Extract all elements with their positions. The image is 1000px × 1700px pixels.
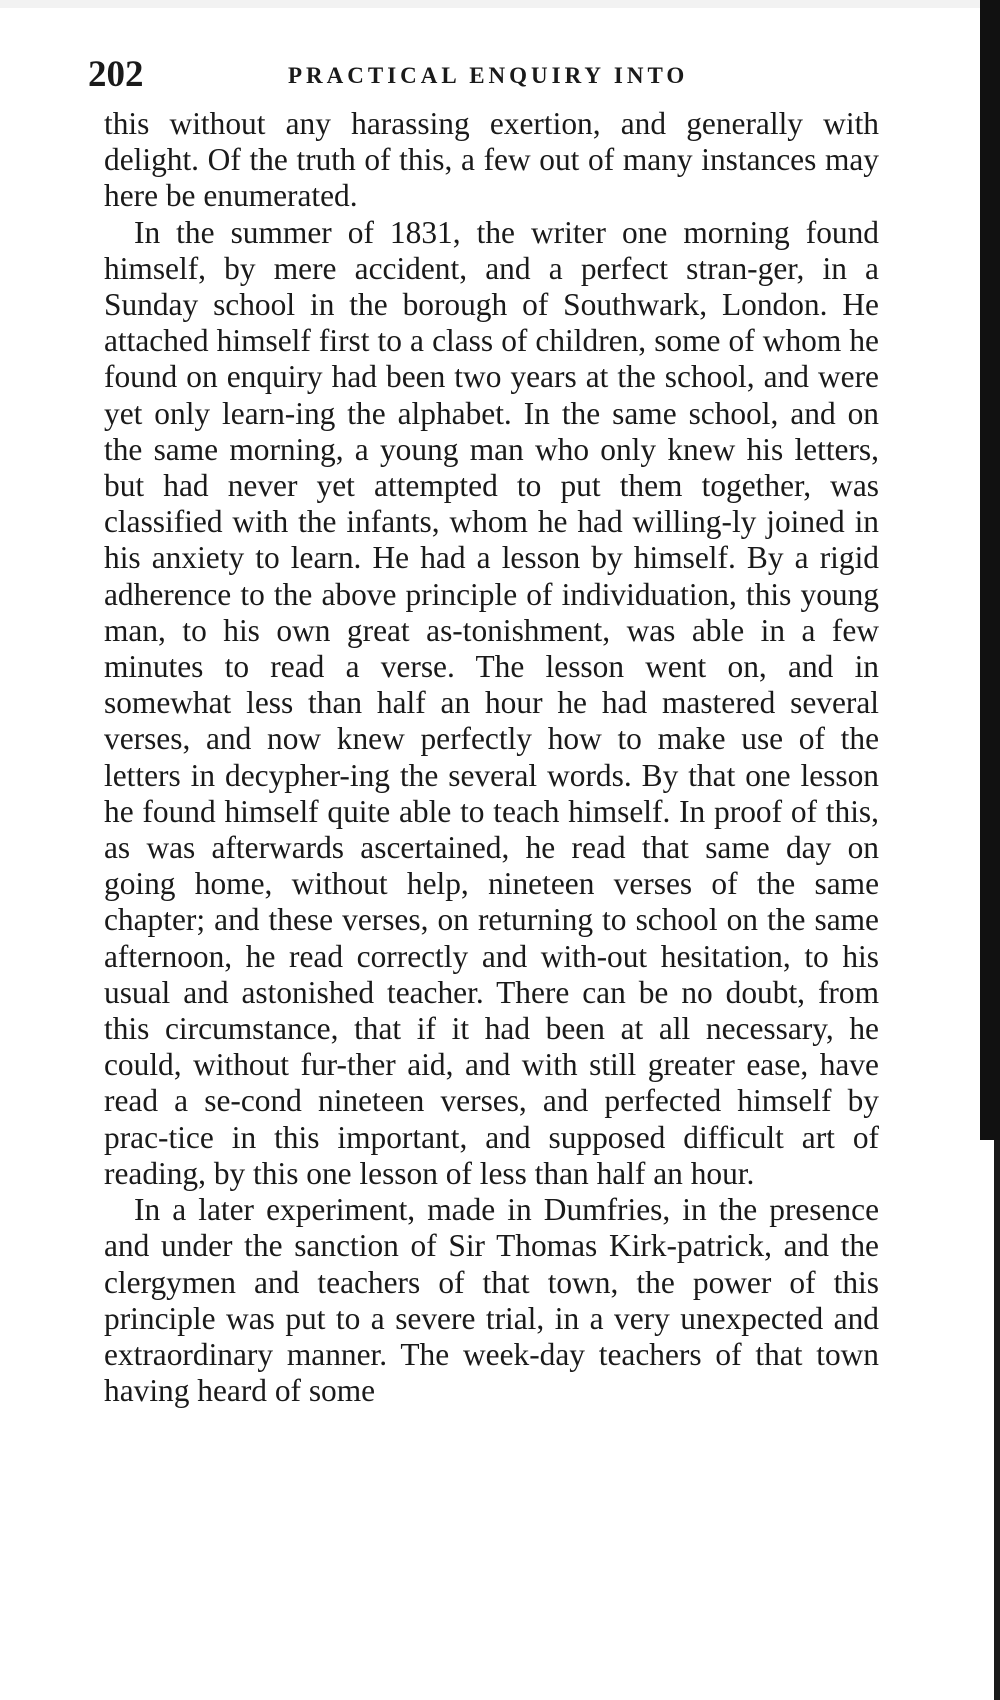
paragraph-southwark-lesson: In the summer of 1831, the writer one morning found himself, by mere accident, and a perfect stran-ger, in a Sunday school in the borough of Southwark, London. He attached himself first to a class of children, some of whom he found on enquiry had been two years at the school, and were yet only learn-ing the alphabet. In the same school, and on the same morning, a young man who only knew his letters, but had never yet attempted to put them together, was classified with the infants, whom he had willing-ly joined in his anxiety to learn. He had a lesson by himself. By a rigid adherence to the above principle of individuation, this young man, to his own great as-tonishment, was able in a few minutes to read a verse. The lesson went on, and in somewhat less than half an hour he had mastered several verses, and now knew perfectly how to make use of the letters in decypher-ing the several words. By that one lesson he found himself quite able to teach himself. In proof of this, as was afterwards ascertained, he read that same day on going home, without help, nineteen verses of the same chapter; and these verses, on returning to school on the same afternoon, he read correctly and with-out hesitation, to his usual and astonished teacher. There can be no doubt, from this circumstance, that if it had been at all necessary, he could, without fur-ther aid, and with still greater ease, have read a se-cond nineteen verses, and perfected himself by prac-tice in this important, and supposed difficult art of reading, by this one lesson of less than half an hour. xyxy=(104,214,879,1191)
page-number: 202 xyxy=(88,54,144,95)
running-head xyxy=(88,52,928,100)
body-text xyxy=(104,106,879,1409)
scan-margin-shadow xyxy=(980,0,1000,1140)
scan-margin-shadow-lower xyxy=(994,1140,1000,1700)
scan-top-edge xyxy=(0,0,990,8)
running-title: PRACTICAL ENQUIRY INTO xyxy=(288,63,689,88)
paragraph-dumfries-experiment: In a later experiment, made in Dumfries, in the presence and under the sanction of Sir Thomas Kirk-patrick, and the clergymen and teachers of that town, the power of this principle was put to a severe trial, in a very unexpected and extraordinary manner. The week-day teachers of that town having heard of some xyxy=(104,1192,879,1409)
paragraph-continuation: this without any harassing exertion, and generally with delight. Of the truth of this, a few out of many instances may here be enumerated. xyxy=(104,106,879,214)
